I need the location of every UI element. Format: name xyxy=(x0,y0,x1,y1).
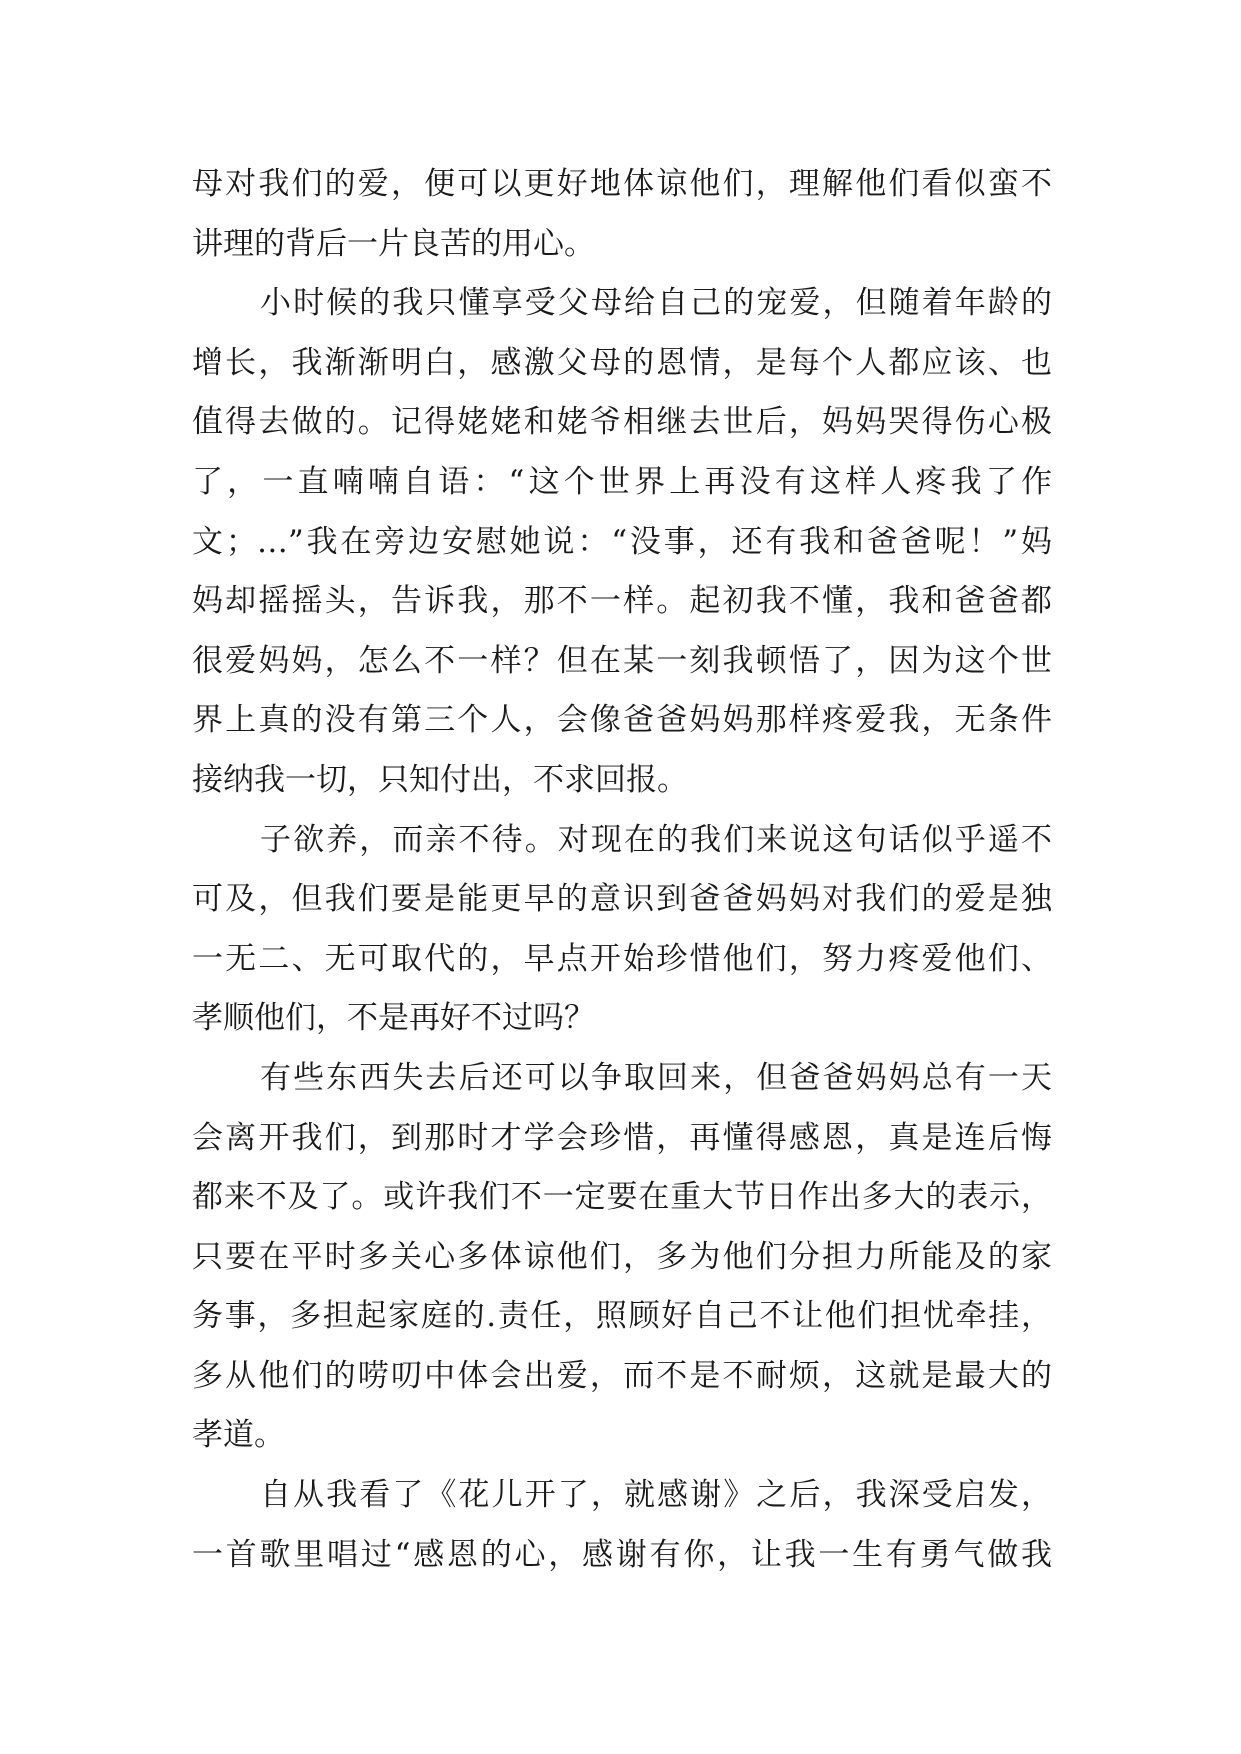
text-line: 了，一直喃喃自语：“这个世界上再没有这样人疼我了作 xyxy=(192,463,1052,500)
text-line: 子欲养，而亲不待。对现在的我们来说这句话似乎遥不 xyxy=(260,821,1052,858)
text-line: 文；…”我在旁边安慰她说：“没事，还有我和爸爸呢！”妈 xyxy=(192,523,1052,560)
text-line: 会离开我们，到那时才学会珍惜，再懂得感恩，真是连后悔 xyxy=(192,1119,1052,1156)
text-line: 都来不及了。或许我们不一定要在重大节日作出多大的表示， xyxy=(192,1179,1052,1216)
text-line: 一首歌里唱过“感恩的心，感谢有你，让我一生有勇气做我 xyxy=(192,1536,1052,1573)
text-line: 界上真的没有第三个人，会像爸爸妈妈那样疼爱我，无条件 xyxy=(192,702,1052,739)
text-line: 一无二、无可取代的，早点开始珍惜他们，努力疼爱他们、 xyxy=(192,940,1052,977)
text-line: 接纳我一切，只知付出，不求回报。 xyxy=(192,761,688,798)
text-line: 多从他们的唠叨中体会出爱，而不是不耐烦，这就是最大的 xyxy=(192,1357,1052,1394)
text-line: 孝道。 xyxy=(192,1417,285,1454)
text-line: 可及，但我们要是能更早的意识到爸爸妈妈对我们的爱是独 xyxy=(192,881,1052,918)
text-line: 妈却摇摇头，告诉我，那不一样。起初我不懂，我和爸爸都 xyxy=(192,583,1052,620)
text-line: 讲理的背后一片良苦的用心。 xyxy=(192,225,595,262)
text-line: 很爱妈妈，怎么不一样？但在某一刻我顿悟了，因为这个世 xyxy=(192,642,1052,679)
text-line: 自从我看了《花儿开了，就感谢》之后，我深受启发， xyxy=(260,1477,1052,1514)
text-line: 母对我们的爱，便可以更好地体谅他们，理解他们看似蛮不 xyxy=(192,166,1052,202)
text-line: 增长，我渐渐明白，感激父母的恩情，是每个人都应该、也 xyxy=(192,344,1052,381)
text-line: 孝顺他们，不是再好不过吗？ xyxy=(192,1000,595,1037)
text-line: 值得去做的。记得姥姥和姥爷相继去世后，妈妈哭得伤心极 xyxy=(192,404,1052,441)
text-line: 小时候的我只懂享受父母给自己的宠爱，但随着年龄的 xyxy=(260,285,1052,322)
text-line: 务事，多担起家庭的.责任，照顾好自己不让他们担忧牵挂， xyxy=(192,1298,1052,1335)
text-line: 只要在平时多关心多体谅他们，多为他们分担力所能及的家 xyxy=(192,1238,1052,1275)
text-line: 有些东西失去后还可以争取回来，但爸爸妈妈总有一天 xyxy=(260,1059,1052,1096)
document-body xyxy=(192,155,1052,1585)
